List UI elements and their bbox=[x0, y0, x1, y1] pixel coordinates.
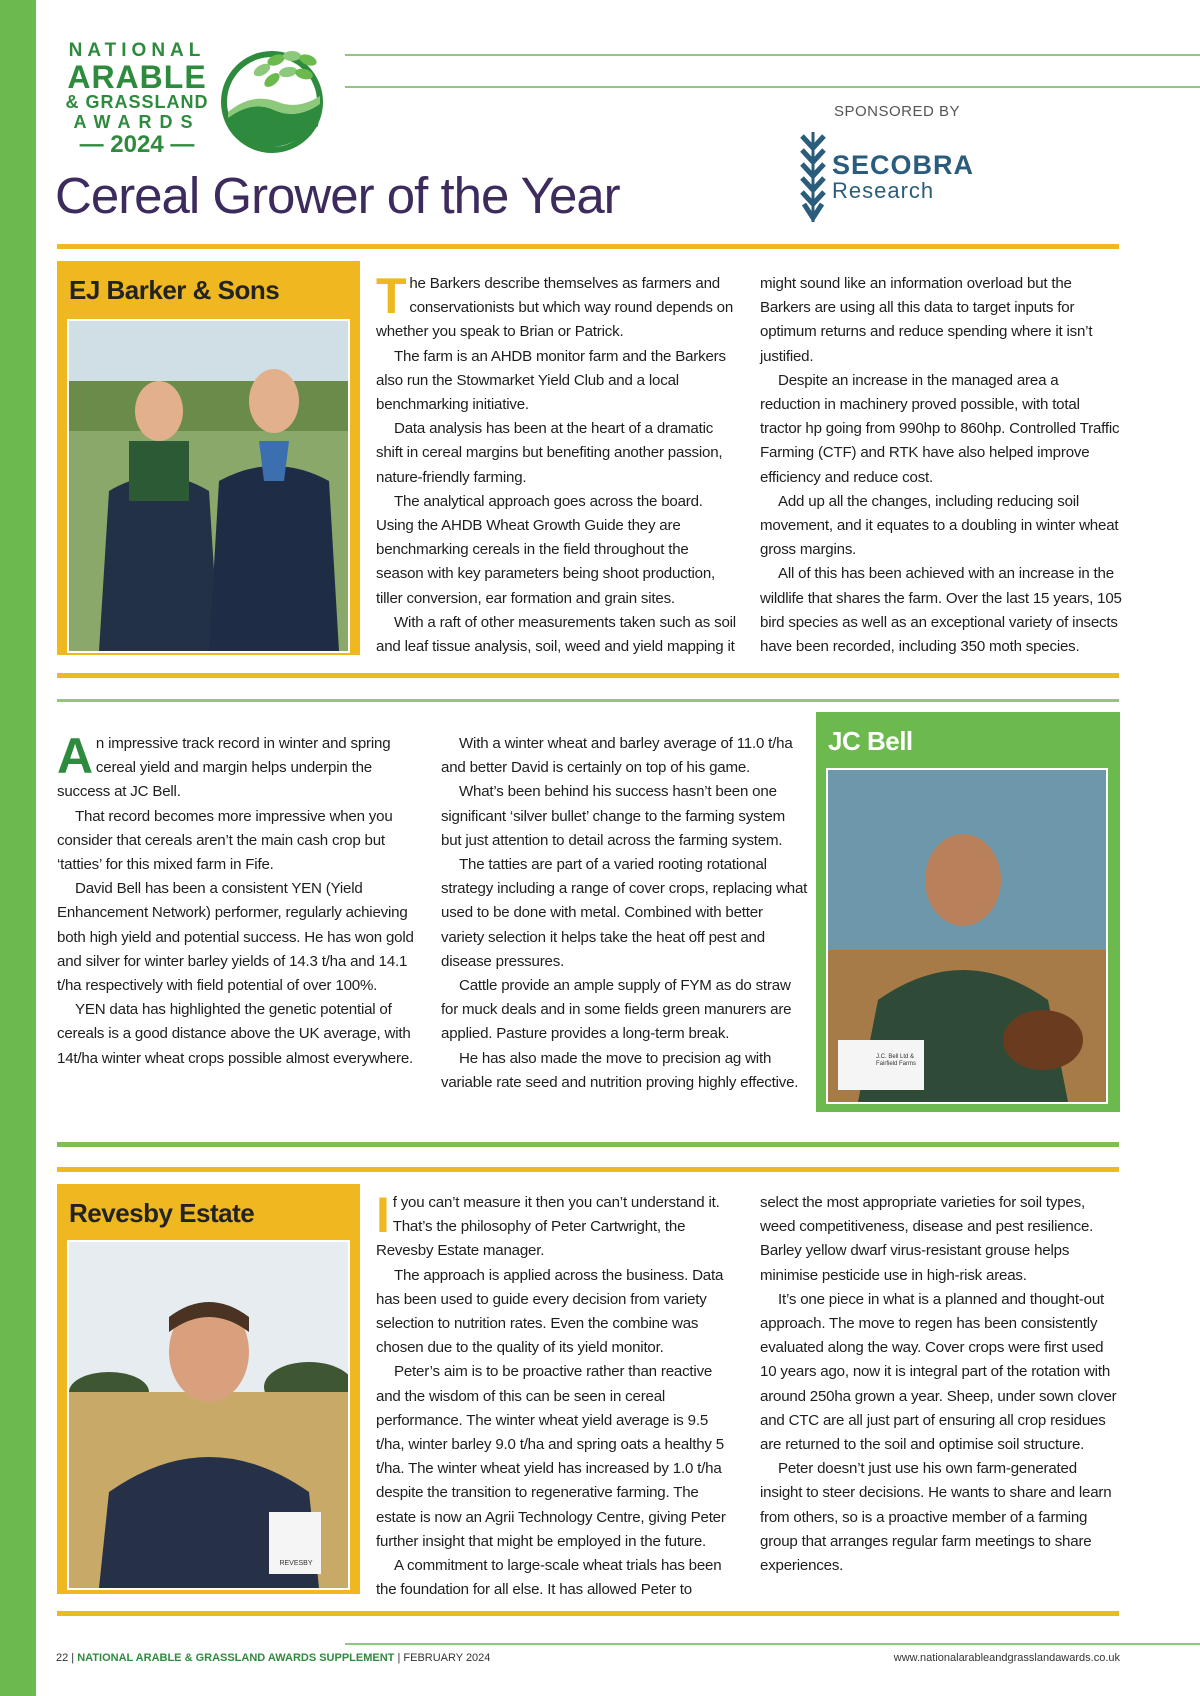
paragraph: The farm is an AHDB monitor farm and the Barkers also run the Stowmarket Yield Club and a local benchmarking initiative. bbox=[376, 347, 726, 414]
footer-url[interactable]: www.nationalarableandgrasslandawards.co.uk bbox=[893, 1652, 1120, 1664]
paragraph: Peter’s aim is to be proactive rather than reactive and the wisdom of this can be seen in cereal performance. The winter wheat yield average is 9.5 t/ha, winter barley 9.0 t/ha and spring oats a healthy 5 t/ha. The winter wheat yield has increased by 1.0 t/ha despite the transition to regenerative farming. The estate is now an Agrii Technology Centre, giving Peter further insight that might be employed in the future. bbox=[376, 1363, 726, 1550]
logo-line-3: & GRASSLAND bbox=[65, 92, 209, 112]
paragraph: A commitment to large-scale wheat trials has been the foundation for all else. It has allowed Peter to bbox=[376, 1557, 722, 1599]
paragraph: It’s one piece in what is a planned and thought-out approach. The move to regen has been consistently evaluated along the way. Cover crops were first used 10 years ago, now it is integral part of the rotation with around 250ha grown a year. Sheep, under sown clover and CTC are all just part of ensuring all crop residues are returned to the soil and optimise soil structure. bbox=[760, 1290, 1117, 1454]
section-rule bbox=[57, 244, 1119, 249]
section-column bbox=[760, 1191, 1122, 1578]
paragraph: The tatties are part of a varied rooting rotational strategy including a range of cover crops, replacing what used to be done with metal. Combined with better variety selection it helps take the heat off pest and disease pressures. bbox=[441, 856, 808, 970]
paragraph: What’s been behind his success hasn’t been one significant ‘silver bullet’ change to the farming system but just attention to detail across the farming system. bbox=[441, 783, 785, 849]
header-line bbox=[345, 54, 1200, 56]
logo-line-2: ARABLE bbox=[67, 59, 207, 95]
section-rule bbox=[57, 1142, 1119, 1147]
paragraph: Cattle provide an ample supply of FYM as do straw for muck deals and in some fields green manurers are applied. Pasture provides a long-term break. bbox=[441, 977, 792, 1043]
paragraph: All of this has been achieved with an increase in the wildlife that shares the farm. Over the last 15 years, 105 bird species as well as an exceptional variety of insects have been recorded, including 350 moth species. bbox=[760, 565, 1122, 656]
section-title: EJ Barker & Sons bbox=[69, 275, 280, 305]
awards-logo bbox=[62, 40, 332, 158]
section-column bbox=[441, 732, 809, 1095]
sponsor-subtitle: Research bbox=[832, 178, 935, 203]
logo-line-4: AWARDS bbox=[73, 112, 201, 132]
footer-line bbox=[345, 1643, 1200, 1645]
paragraph: Data analysis has been at the heart of a dramatic shift in cereal margins but benefiting another passion, nature-friendly farming. bbox=[376, 420, 723, 486]
revesby-panel bbox=[57, 1184, 360, 1594]
wheat-ear-icon bbox=[800, 132, 826, 222]
page-title: Cereal Grower of the Year bbox=[55, 167, 620, 224]
jc-bell-panel bbox=[816, 712, 1120, 1112]
sponsored-by-label: SPONSORED BY bbox=[834, 103, 961, 120]
paragraph: YEN data has highlighted the genetic potential of cereals is a good distance above the UK average, with 14t/ha winter wheat crops possible almost everywhere. bbox=[57, 1001, 414, 1067]
section-column bbox=[57, 728, 422, 1071]
section-rule bbox=[57, 1167, 1119, 1172]
barker-brothers-photo bbox=[67, 319, 350, 653]
section-column bbox=[376, 1187, 736, 1602]
paragraph: David Bell has been a consistent YEN (Yield Enhancement Network) performer, regularly achieving both high yield and potential success. He has won gold and silver for winter barley yields of 14.3 t/ha and 14.1 t/ha respectively with field potential of over 100%. bbox=[57, 880, 414, 995]
section-title: Revesby Estate bbox=[69, 1198, 255, 1228]
paragraph: The approach is applied across the business. Data has been used to guide every decision from variety selection to nutrition rates. Even the combine was chosen due to the quality of its yield monitor. bbox=[376, 1266, 724, 1357]
left-brand-bar bbox=[0, 0, 36, 1696]
paragraph: select the most appropriate varieties for soil types, weed competitiveness, disease and pest resilience. Barley yellow dwarf virus-resistant grouse helps minimise pesticide use in high-risk areas. bbox=[760, 1194, 1094, 1284]
section-rule bbox=[57, 1611, 1119, 1616]
ej-barker-panel bbox=[57, 261, 360, 655]
david-bell-photo bbox=[826, 768, 1108, 1104]
section-column bbox=[376, 268, 736, 659]
sponsor-logo bbox=[800, 128, 990, 224]
peter-cartwright-photo bbox=[67, 1240, 350, 1590]
paragraph: might sound like an information overload but the Barkers are using all this data to target inputs for optimum returns and reduce spending where it isn’t justified. bbox=[760, 275, 1093, 365]
paragraph: f you can’t measure it then you can’t understand it. That’s the philosophy of Peter Cartwright, the Revesby Estate manager. bbox=[376, 1194, 720, 1260]
paragraph: Peter doesn’t just use his own farm-generated insight to steer decisions. He wants to share and learn from others, so is a proactive member of a farming group that arranges regular farm meetings to share experiences. bbox=[760, 1460, 1112, 1575]
issue-date: | FEBRUARY 2024 bbox=[397, 1652, 491, 1664]
section-title: JC Bell bbox=[828, 726, 913, 756]
logo-wordmark bbox=[62, 40, 212, 158]
estate-logo-text: REVESBY bbox=[279, 1560, 313, 1567]
paragraph: n impressive track record in winter and spring cereal yield and margin helps underpin the success at JC Bell. bbox=[57, 735, 391, 801]
paragraph: he Barkers describe themselves as farmers and conservationists but which way round depends on whether you speak to Brian or Patrick. bbox=[376, 275, 734, 341]
logo-line-1: NATIONAL bbox=[68, 40, 206, 61]
paragraph: That record becomes more impressive when you consider that cereals aren’t the main cash crop but ‘tatties’ for this mixed farm in Fife. bbox=[57, 807, 393, 874]
section-rule bbox=[57, 699, 1119, 702]
footer-credit bbox=[56, 1652, 490, 1664]
logo-year: — 2024 — bbox=[79, 131, 195, 158]
paragraph: He has also made the move to precision ag with variable rate seed and nutrition proving highly effective. bbox=[441, 1049, 799, 1091]
paragraph: With a winter wheat and barley average of 11.0 t/ha and better David is certainly on top of his game. bbox=[441, 735, 793, 777]
paragraph: Add up all the changes, including reducing soil movement, and it equates to a doubling in winter wheat gross margins. bbox=[760, 492, 1119, 559]
drop-cap: T bbox=[376, 268, 407, 324]
page-number: 22 | bbox=[56, 1652, 75, 1664]
paragraph: With a raft of other measurements taken such as soil and leaf tissue analysis, soil, weed and yield mapping it bbox=[376, 613, 736, 656]
drop-cap: I bbox=[376, 1187, 390, 1243]
sponsor-name: SECOBRA bbox=[832, 150, 975, 180]
field-emblem-icon bbox=[212, 40, 330, 158]
header-line bbox=[345, 86, 1200, 88]
section-column bbox=[760, 272, 1122, 659]
farm-logo-text: J.C. Bell Ltd & Fairfield Farms bbox=[876, 1054, 917, 1067]
supplement-name: NATIONAL ARABLE & GRASSLAND AWARDS SUPPLEMENT bbox=[77, 1652, 395, 1664]
drop-cap: A bbox=[57, 728, 93, 784]
logo-year-text: 2024 bbox=[110, 131, 164, 158]
paragraph: The analytical approach goes across the board. Using the AHDB Wheat Growth Guide they are benchmarking cereals in the field throughout the season with key parameters being shoot production, tiller conversion, ear formation and grain sites. bbox=[376, 492, 716, 607]
paragraph: Despite an increase in the managed area a reduction in machinery proved possible, with total tractor hp going from 990hp to 860hp. Controlled Traffic Farming (CTF) and RTK have also helped improve efficiency and reduce cost. bbox=[760, 371, 1120, 486]
section-rule bbox=[57, 673, 1119, 678]
